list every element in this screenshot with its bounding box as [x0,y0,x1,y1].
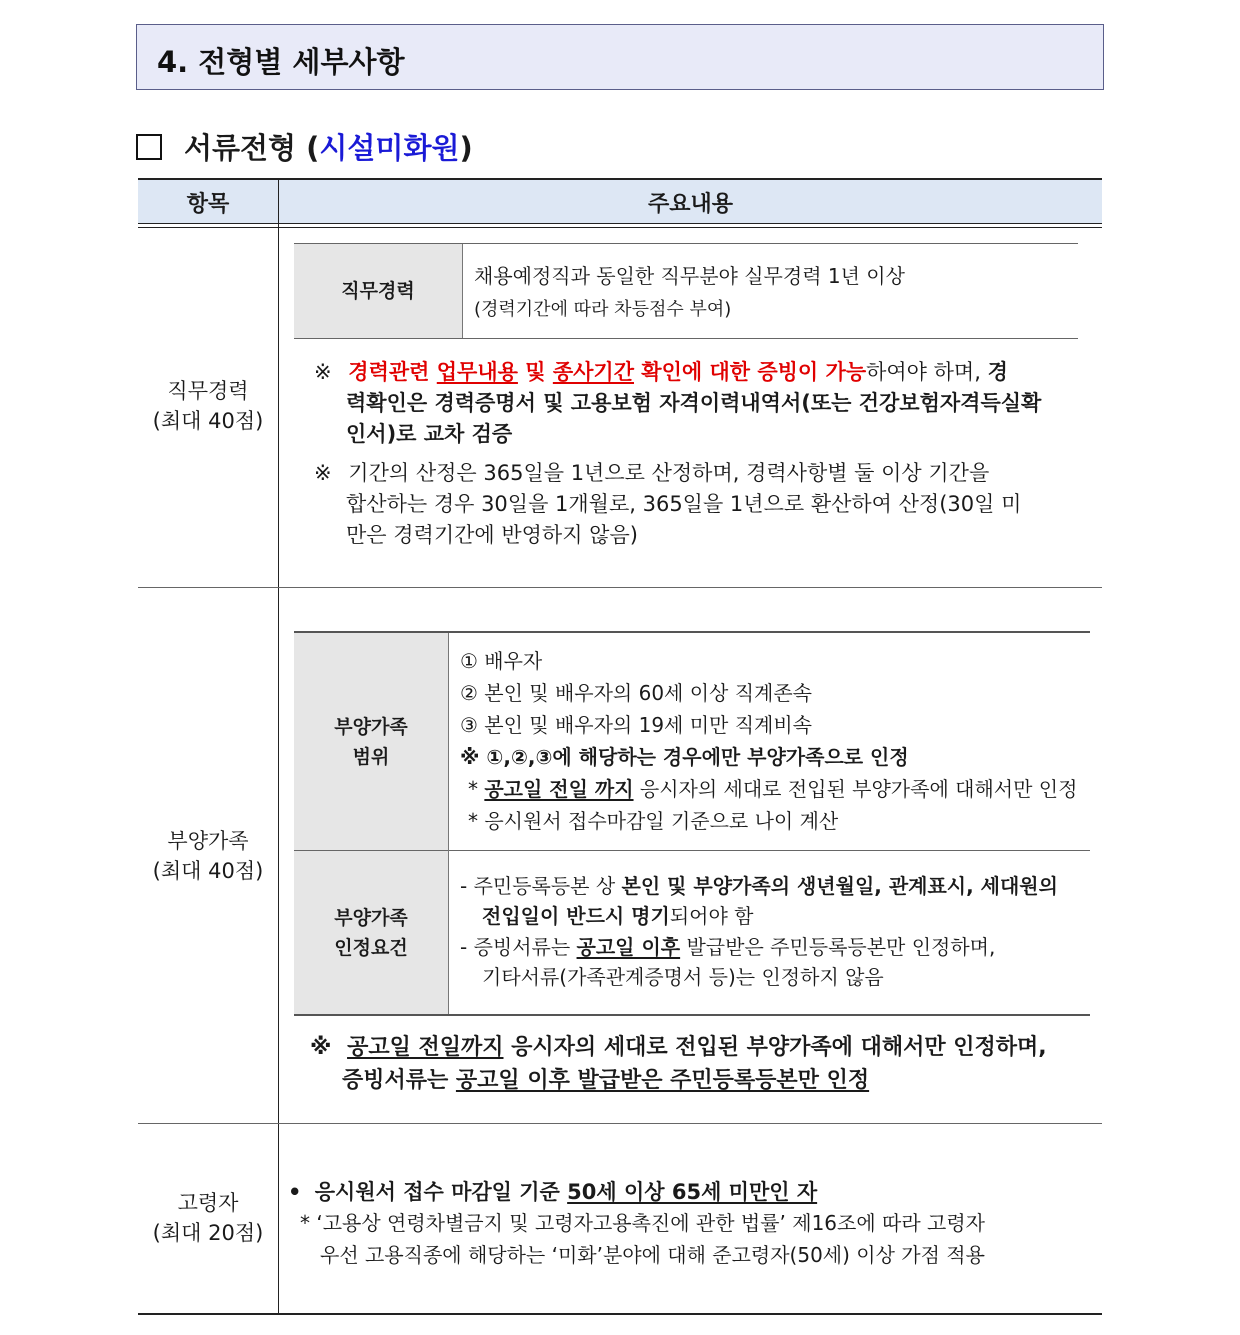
elderly-line-2: * ‘고용상 연령차별금지 및 고령자고용촉진에 관한 법률’ 제16조에 따라 고령자 [300,1211,985,1235]
req-item-2-rest: 발급받은 주민등록등본만 인정하며, [680,935,996,959]
req-label-line-2: 인정요건 [334,936,408,959]
career-note-1-line-1 [314,357,1008,388]
row-label-elderly-points: (최대 20점) [152,1221,264,1245]
career-note-2-line-1 [314,458,989,489]
req-item-1-line-2-bold: 전입일이 반드시 명기 [482,904,670,928]
note-red-text: 및 [517,360,553,384]
req-item-1-plain: - 주민등록등본 상 [460,874,622,898]
note-mark: ※ [314,360,332,384]
req-item-1-line-2 [482,900,753,932]
scope-star-1 [468,773,1077,805]
req-item-1-line-2-rest: 되어야 함 [669,904,754,928]
career-note-1-line-3: 인서)로 교차 검증 [346,422,513,446]
req-item-1-line-1 [460,870,1058,902]
dependents-note-underline-1: 공고일 전일까지 [347,1035,504,1060]
row-label-career-points: (최대 40점) [152,409,264,433]
sub-heading-highlight: 시설미화원 [319,131,460,165]
row-label-elderly-title: 고령자 [177,1191,239,1215]
sub-heading-prefix: 서류전형 ( [184,131,320,165]
career-note-2-line-3: 만은 경력기간에 반영하지 않음) [346,523,638,547]
header-bottom-border-2 [138,227,1102,228]
career-note-2-line-2: 합산하는 경우 30일을 1개월로, 365일을 1년으로 환산하여 산정(30일 미 [346,492,1022,516]
inner-table-bottom [294,1014,1090,1016]
note-red-underline: 종사기간 [552,360,634,384]
dependents-note-rest-1: 응시자의 세대로 전입된 부양가족에 대해서만 인정하며, [503,1035,1047,1060]
inner-label-career: 직무경력 [294,244,462,338]
scope-star-2 [468,805,838,837]
inner-divider [462,244,463,338]
req-item-2-plain: - 증빙서류는 [460,935,577,959]
scope-label-line-2: 범위 [352,745,390,768]
career-requirement-note: (경력기간에 따라 차등점수 부여) [474,299,732,320]
career-note-1-line-2: 력확인은 경력증명서 및 고용보험 자격이력내역서(또는 건강보험자격득실확 [346,391,1042,415]
note-red-underline: 업무내용 [436,360,518,384]
row-label-dependents-title: 부양가족 [167,829,249,853]
header-content: 주요내용 [279,180,1102,224]
inner-table-bottom [294,338,1078,339]
req-label-line-1: 부양가족 [334,906,408,929]
row-label-career-title: 직무경력 [167,379,249,403]
scope-item-3: ③ 본인 및 배우자의 19세 미만 직계비속 [460,713,813,737]
note-red-text: 경력관련 [348,360,437,384]
inner-label-scope [294,633,448,850]
req-item-1-bold: 본인 및 부양가족의 생년월일, 관계표시, 세대원의 [621,874,1058,898]
req-item-2-line-1 [460,931,995,963]
req-item-2-underline: 공고일 이후 [576,935,681,959]
elderly-line-1 [288,1177,817,1207]
row-divider-2 [138,1123,1102,1124]
scope-star-1-underline: 공고일 전일 까지 [484,777,634,801]
section-title: 4. 전형별 세부사항 [157,45,405,79]
note-mark: ※ [310,1035,332,1060]
row-label-career [138,376,278,436]
elderly-line-1-underline: 50세 이상 65세 미만인 자 [567,1180,818,1204]
elderly-line-1-plain: 응시원서 접수 마감일 기준 [314,1180,568,1204]
sub-heading-suffix: ) [459,131,473,165]
elderly-line-3: 우선 고용직종에 해당하는 ‘미화’분야에 대해 준고령자(50세) 이상 가점 적용 [320,1243,985,1267]
section-header [136,24,1104,90]
dependents-note-line-2-plain: 증빙서류는 [342,1068,456,1093]
row-label-dependents-points: (최대 40점) [152,859,264,883]
inner-divider [448,633,449,1014]
row-divider-1 [138,587,1102,588]
sub-heading [136,126,473,167]
checkbox-square-icon [136,134,162,160]
dependents-note-line-1 [310,1031,1047,1064]
career-requirement: 채용예정직과 동일한 직무분야 실무경력 1년 이상 [474,264,905,288]
row-label-dependents [138,826,278,886]
note-bold-text: 경 [987,360,1008,384]
scope-star-1-rest: 응시자의 세대로 전입된 부양가족에 대해서만 인정 [633,777,1078,801]
note-red-text: 확인에 대한 증빙이 가능 [634,360,867,384]
scope-note: ※ ①,②,③에 해당하는 경우에만 부양가족으로 인정 [460,745,909,769]
dependents-note-line-2-underline: 공고일 이후 발급받은 주민등록등본만 인정 [455,1068,870,1093]
table-top-border [138,178,1102,180]
scope-label-line-1: 부양가족 [334,715,408,738]
scope-item-1: ① 배우자 [460,649,543,673]
note-plain-text: 기간의 산정은 365일을 1년으로 산정하며, 경력사항별 둘 이상 기간을 [348,461,990,485]
row-label-elderly [138,1188,278,1248]
scope-star-2-text: 응시원서 접수마감일 기준으로 나이 계산 [484,809,839,833]
star-mark: * [468,777,478,801]
req-item-2-line-2: 기타서류(가족관계증명서 등)는 인정하지 않음 [482,965,884,989]
column-divider [278,180,279,1314]
scope-item-2: ② 본인 및 배우자의 60세 이상 직계존속 [460,681,813,705]
star-mark: * [468,809,478,833]
note-mark: ※ [314,461,332,485]
bullet-icon: • [288,1180,302,1204]
note-plain-text: 하여야 하며, [866,360,988,384]
dependents-note-line-2 [342,1064,869,1097]
header-item: 항목 [138,180,278,224]
table-bottom-border [138,1313,1102,1315]
inner-label-requirements [294,851,448,1014]
header-bottom-border-1 [138,223,1102,224]
